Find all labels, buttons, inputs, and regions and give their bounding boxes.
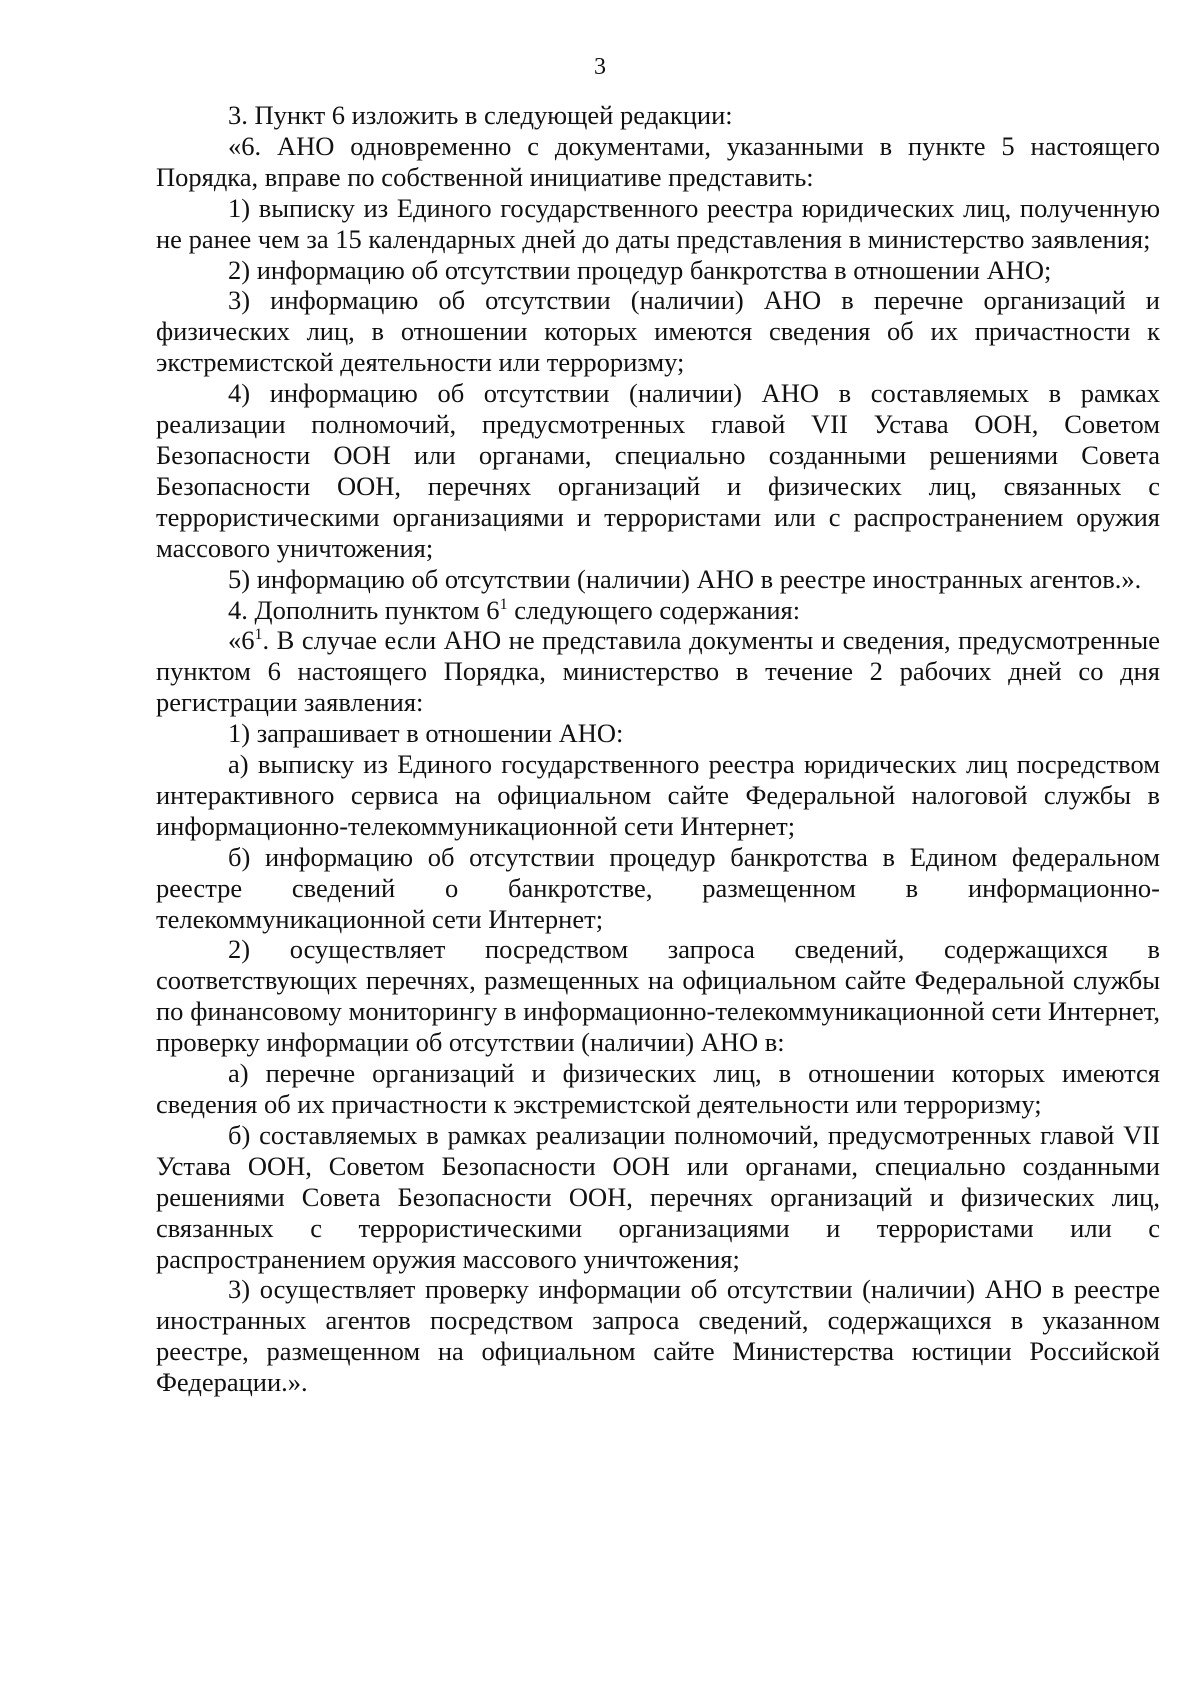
heading-text-end: следующего содержания:	[507, 594, 801, 625]
paragraph-item-3-heading: 3. Пункт 6 изложить в следующей редакции:	[228, 100, 733, 130]
document-body	[156, 100, 1160, 1398]
paragraph-point-6-1-sub-1a: а) выписку из Единого государственного реестра юридических лиц посредством интерактивного сервиса на официальном сайте Федеральной налоговой службы в информационно-телекоммуникационной сети Интернет;	[156, 749, 1160, 841]
paragraph-point-6-1-sub-1: 1) запрашивает в отношении АНО:	[228, 718, 624, 749]
paragraph-point-6-sub-2: 2) информацию об отсутствии процедур банкротства в отношении АНО;	[228, 254, 1052, 285]
superscript-index: 1	[254, 626, 263, 644]
paragraph-point-6-sub-5: 5) информацию об отсутствии (наличии) АНО в реестре иностранных агентов.».	[228, 563, 1142, 594]
paragraph-point-6-1-sub-2a: а) перечне организаций и физических лиц, в отношении которых имеются сведения об их причастности к экстремистской деятельности или терроризму;	[156, 1058, 1160, 1119]
paragraph-point-6-1-sub-3: 3) осуществляет проверку информации об отсутствии (наличии) АНО в реестре иностранных агентов посредством запроса сведений, содержащихся в указанном реестре, размещенном на официальном сайте Министерства юстиции Российской Федерации.».	[156, 1274, 1160, 1398]
paragraph-point-6-1-sub-2b: б) составляемых в рамках реализации полномочий, предусмотренных главой VII Устава ООН, Советом Безопасности ООН или органами, специально созданными решениями Совета Безопасности ООН, перечнях организаций и физических лиц, связанных с террористическими организациями и террористами или с распространением оружия массового уничтожения;	[156, 1119, 1160, 1274]
superscript-index: 1	[499, 595, 508, 613]
paragraph-point-6-1-sub-1b: б) информацию об отсутствии процедур банкротства в Едином федеральном реестре сведений о банкротстве, размещенном в информационно-телекоммуникационной сети Интернет;	[156, 841, 1160, 934]
paragraph-point-6-sub-4: 4) информацию об отсутствии (наличии) АНО в составляемых в рамках реализации полномочий, предусмотренных главой VII Устава ООН, Советом Безопасности ООН или органами, специально созданными решениями Совета Безопасности ООН, перечнях организаций и физических лиц, связанных с террористическими организациями и террористами или с распространением оружия массового уничтожения;	[156, 378, 1160, 563]
paragraph-point-6-1-sub-2: 2) осуществляет посредством запроса сведений, содержащихся в соответствующих перечнях, размещенных на официальном сайте Федеральной службы по финансовому мониторингу в информационно-телекоммуникационной сети Интернет, проверку информации об отсутствии (наличии) АНО в:	[156, 934, 1160, 1058]
paragraph-point-6-1-intro	[156, 625, 1160, 718]
point-text: . В случае если АНО не представила документы и сведения, предусмотренные пунктом 6 настоящего Порядка, министерство в течение 2 рабочих дней со дня регистрации заявления:	[156, 625, 1160, 718]
paragraph-point-6-sub-3: 3) информацию об отсутствии (наличии) АНО в перечне организаций и физических лиц, в отношении которых имеются сведения об их причастности к экстремистской деятельности или терроризму;	[156, 285, 1160, 378]
paragraph-point-6-intro: «6. АНО одновременно с документами, указанными в пункте 5 настоящего Порядка, вправе по собственной инициативе представить:	[156, 130, 1160, 192]
page-number: 3	[594, 54, 606, 80]
heading-text-start: 4. Дополнить пунктом 6	[228, 594, 500, 625]
paragraph-item-4-heading	[156, 595, 1160, 626]
paragraph-point-6-sub-1: 1) выписку из Единого государственного реестра юридических лиц, полученную не ранее чем за 15 календарных дней до даты представления в министерство заявления;	[156, 192, 1160, 254]
point-label-start: «6	[228, 625, 255, 656]
